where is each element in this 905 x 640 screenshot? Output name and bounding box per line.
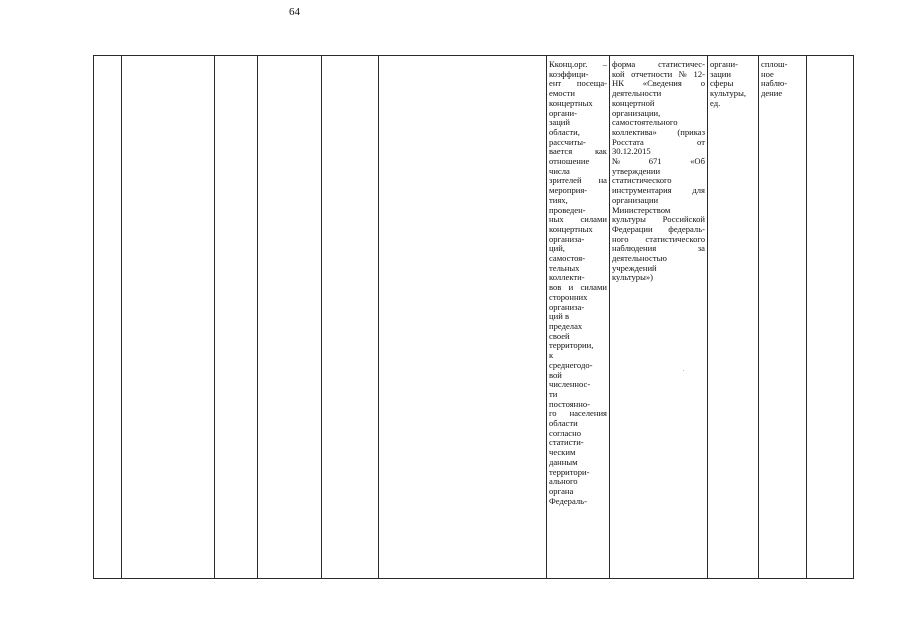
cell-text-line: наблю- xyxy=(761,78,788,89)
cell-text-line: Федераль- xyxy=(549,495,587,506)
cell-text-line: коэффици- xyxy=(549,68,589,79)
cell-text-line: го населения xyxy=(549,408,607,419)
data-source-cell xyxy=(612,60,705,283)
cell-text-line: органи- xyxy=(710,59,738,69)
cell-text-line: инструментария для xyxy=(612,185,705,196)
cell-text-line: культуры») xyxy=(612,272,654,283)
cell-text-line: зрителей на xyxy=(549,175,607,186)
cell-text-line: проведен- xyxy=(549,204,586,215)
cell-text-line: ческим xyxy=(549,447,576,458)
cell-text-line: организа- xyxy=(549,301,585,312)
cell-text-line: отношение xyxy=(549,156,590,167)
cell-text-line: Кконц.орг. – xyxy=(549,59,607,69)
cell-text-line: самостоятельного xyxy=(612,117,678,128)
column-divider xyxy=(707,55,708,578)
cell-text-line: учреждений xyxy=(612,262,657,273)
scan-speck xyxy=(683,370,684,371)
cell-text-line: статистического xyxy=(612,175,672,186)
cell-text-line: мероприя- xyxy=(549,185,588,196)
column-divider xyxy=(321,55,322,578)
cell-text-line: деятельностью xyxy=(612,253,667,264)
cell-text-line: территори- xyxy=(549,466,590,477)
column-divider xyxy=(257,55,258,578)
cell-text-line: ций, xyxy=(549,243,565,254)
cell-text-line: сплош- xyxy=(761,59,788,69)
column-divider xyxy=(378,55,379,578)
cell-text-line: коллектива» (приказ xyxy=(612,126,705,137)
cell-text-line: постоянно- xyxy=(549,398,591,409)
cell-text-line: области xyxy=(549,418,578,429)
unit-of-observation-cell xyxy=(710,60,755,109)
cell-text-line: ных силами xyxy=(549,214,607,225)
cell-text-line: ент посеща- xyxy=(549,78,607,89)
indicator-calculation-cell xyxy=(549,60,607,506)
cell-text-line: к xyxy=(549,350,554,361)
cell-text-line: органа xyxy=(549,485,574,496)
cell-text-line: коллекти- xyxy=(549,272,585,283)
cell-text-line: сторонних xyxy=(549,291,588,302)
cell-text-line: согласно xyxy=(549,427,582,438)
cell-text-line: ти xyxy=(549,388,558,399)
cell-text-line: форма статистичес- xyxy=(612,59,705,69)
cell-text-line: ций в xyxy=(549,311,570,322)
cell-text-line: концертных xyxy=(549,97,593,108)
cell-text-line: культуры Российской xyxy=(612,214,705,225)
cell-text-line: организации xyxy=(612,194,659,205)
cell-text-line: ального xyxy=(549,476,578,487)
cell-text-line: пределах xyxy=(549,320,583,331)
cell-text-line: области, xyxy=(549,126,580,137)
cell-text-line: сферы xyxy=(710,78,734,89)
cell-text-line: организа- xyxy=(549,233,585,244)
cell-text-line: тиях, xyxy=(549,194,568,205)
cell-text-line: наблюдения за xyxy=(612,243,705,254)
column-divider xyxy=(546,55,547,578)
cell-text-line: дение xyxy=(761,88,783,99)
cell-text-line: Федерации федераль- xyxy=(612,223,705,234)
cell-text-line: деятельности xyxy=(612,88,662,99)
cell-text-line: кой отчетности № 12- xyxy=(612,68,705,79)
cell-text-line: самостоя- xyxy=(549,253,586,264)
column-divider xyxy=(758,55,759,578)
column-divider xyxy=(93,55,94,578)
cell-text-line: рассчиты- xyxy=(549,136,586,147)
cell-text-line: численнос- xyxy=(549,379,591,390)
table-top-border xyxy=(93,55,854,56)
cell-text-line: ед. xyxy=(710,97,721,108)
cell-text-line: утверждении xyxy=(612,165,661,176)
observation-method-cell xyxy=(761,60,803,99)
column-divider xyxy=(853,55,854,578)
cell-text-line: числа xyxy=(549,165,570,176)
cell-text-line: вов и силами xyxy=(549,282,607,293)
cell-text-line: НК «Сведения о xyxy=(612,78,705,89)
cell-text-line: Росстата от xyxy=(612,136,705,147)
column-divider xyxy=(806,55,807,578)
cell-text-line: № 671 «Об xyxy=(612,156,705,167)
cell-text-line: концертной xyxy=(612,97,655,108)
page-number: 64 xyxy=(289,6,300,18)
cell-text-line: организации, xyxy=(612,107,661,118)
cell-text-line: ного статистического xyxy=(612,233,705,244)
cell-text-line: территории, xyxy=(549,340,594,351)
table-bottom-border xyxy=(93,578,854,579)
cell-text-line: вой xyxy=(549,369,562,380)
cell-text-line: данным xyxy=(549,456,578,467)
column-divider xyxy=(121,55,122,578)
cell-text-line: ное xyxy=(761,68,774,79)
cell-text-line: вается как xyxy=(549,146,607,157)
cell-text-line: концертных xyxy=(549,223,593,234)
cell-text-line: статисти- xyxy=(549,437,584,448)
cell-text-line: Министерством xyxy=(612,204,671,215)
cell-text-line: зации xyxy=(710,68,732,79)
column-divider xyxy=(609,55,610,578)
cell-text-line: своей xyxy=(549,330,570,341)
cell-text-line: емости xyxy=(549,88,575,99)
cell-text-line: культуры, xyxy=(710,88,747,99)
cell-text-line: заций xyxy=(549,117,571,128)
cell-text-line: тельных xyxy=(549,262,580,273)
cell-text-line: органи- xyxy=(549,107,577,118)
cell-text-line: 30.12.2015 xyxy=(612,146,651,157)
cell-text-line: среднегодо- xyxy=(549,359,593,370)
column-divider xyxy=(214,55,215,578)
